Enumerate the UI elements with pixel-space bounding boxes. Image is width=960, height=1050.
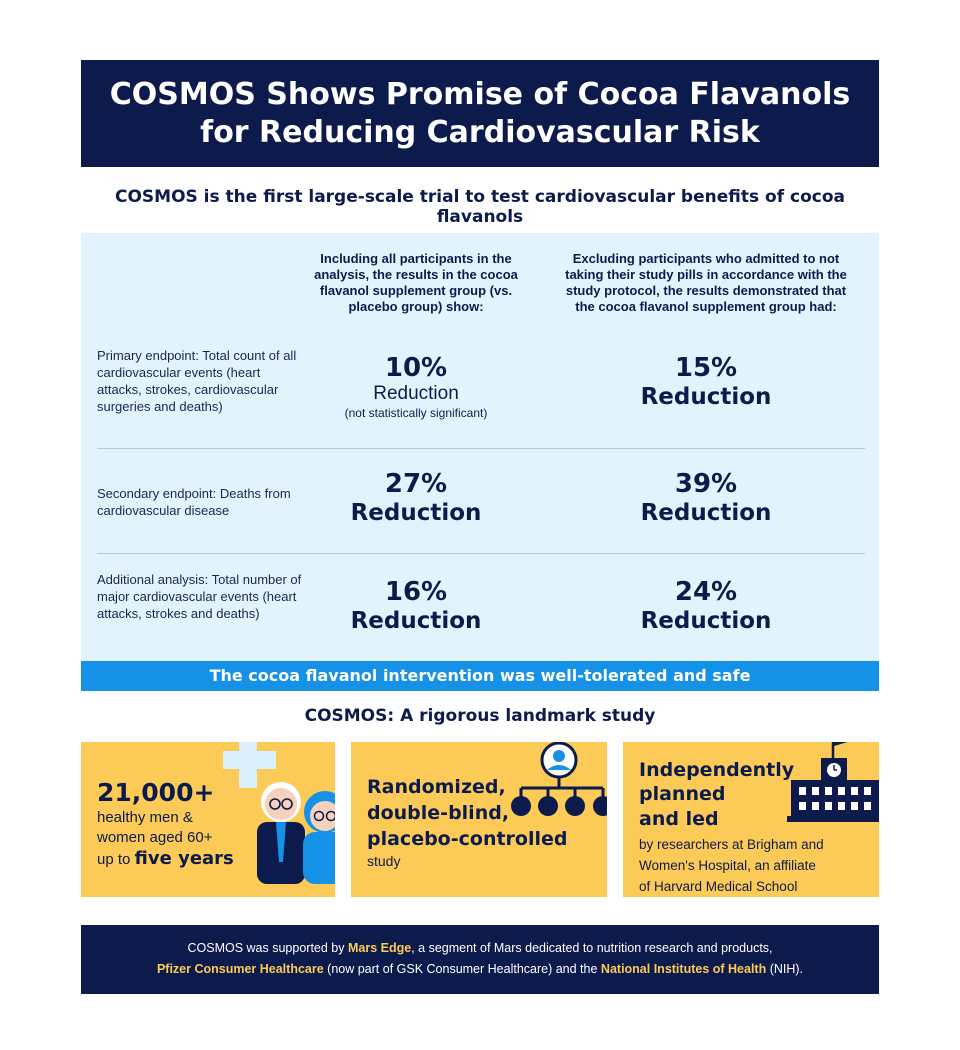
sponsor-nih: National Institutes of Health bbox=[600, 962, 767, 976]
stat-value: 15% bbox=[674, 353, 738, 383]
independence-line1: Independently bbox=[639, 759, 795, 781]
stat-additional-adherent bbox=[601, 577, 811, 635]
stat-word: Reduction bbox=[350, 608, 482, 634]
results-panel bbox=[81, 233, 879, 661]
stat-word: Reduction bbox=[640, 500, 772, 526]
stat-primary-adherent bbox=[601, 353, 811, 411]
participants-count: 21,000+ bbox=[97, 778, 215, 807]
column-header-all-participants: Including all participants in the analysis, the results in the cocoa flavanol supplement group (vs. placebo group) show: bbox=[314, 251, 518, 314]
study-design-card bbox=[351, 742, 607, 897]
row-divider bbox=[97, 448, 865, 449]
stat-value: 24% bbox=[674, 577, 738, 607]
stat-value: 10% bbox=[384, 353, 448, 383]
sponsor-pfizer: Pfizer Consumer Healthcare bbox=[156, 962, 324, 976]
funding-footer bbox=[81, 925, 879, 994]
stat-note: (not statistically significant) bbox=[344, 406, 488, 420]
stat-secondary-all bbox=[311, 469, 521, 527]
stat-secondary-adherent bbox=[601, 469, 811, 527]
stat-value: 39% bbox=[674, 469, 738, 499]
stat-word: Reduction bbox=[640, 608, 772, 634]
title-banner bbox=[81, 60, 879, 167]
design-line1: Randomized, bbox=[367, 776, 506, 798]
footer-text: COSMOS was supported by bbox=[187, 941, 345, 955]
safety-banner: The cocoa flavanol intervention was well-tolerated and safe bbox=[81, 661, 879, 691]
column-header-adherent-participants: Excluding participants who admitted to not taking their study pills in accordance with the study protocol, the results demonstrated that the cocoa flavanol supplement group had: bbox=[565, 251, 847, 314]
participants-card bbox=[81, 742, 335, 897]
stat-primary-all bbox=[311, 353, 521, 421]
stat-additional-all bbox=[311, 577, 521, 635]
page-subtitle: COSMOS is the first large-scale trial to test cardiovascular benefits of cocoa flavanols bbox=[114, 187, 845, 227]
design-line2: double-blind, bbox=[367, 802, 510, 824]
footer-text: , a segment of Mars dedicated to nutrition research and products, bbox=[411, 941, 773, 955]
design-suffix: study bbox=[367, 853, 401, 869]
stat-word: Reduction bbox=[350, 500, 482, 526]
footer-text: (NIH). bbox=[766, 962, 804, 976]
stat-word: Reduction bbox=[373, 383, 459, 404]
footer-text: (now part of GSK Consumer Healthcare) and the bbox=[323, 962, 598, 976]
participants-desc-line2: women aged 60+ bbox=[97, 829, 213, 846]
stat-word: Reduction bbox=[640, 384, 772, 410]
independence-card bbox=[623, 742, 879, 897]
study-heading: COSMOS: A rigorous landmark study bbox=[304, 706, 656, 726]
independence-desc-line2: Women's Hospital, an affiliate bbox=[639, 858, 816, 873]
row-label-secondary-endpoint: Secondary endpoint: Deaths from cardiovascular disease bbox=[97, 486, 291, 518]
design-line3: placebo-controlled bbox=[367, 828, 568, 850]
duration-value: five years bbox=[134, 848, 234, 869]
row-label-primary-endpoint: Primary endpoint: Total count of all cardiovascular events (heart attacks, strokes, cardiovascular surgeries and deaths) bbox=[97, 348, 297, 414]
sponsor-mars-edge: Mars Edge bbox=[347, 941, 412, 955]
elderly-couple-icon bbox=[223, 742, 335, 897]
participants-desc-line1: healthy men & bbox=[97, 809, 193, 826]
independence-desc-line1: by researchers at Brigham and bbox=[639, 837, 824, 852]
independence-line3: and led bbox=[639, 808, 719, 830]
independence-line2: planned bbox=[639, 783, 726, 805]
page-title: COSMOS Shows Promise of Cocoa Flavanols for Reducing Cardiovascular Risk bbox=[109, 76, 851, 150]
independence-desc-line3: of Harvard Medical School bbox=[639, 879, 798, 894]
row-divider bbox=[97, 553, 865, 554]
row-label-additional-analysis: Additional analysis: Total number of major cardiovascular events (heart attacks, strokes and deaths) bbox=[97, 572, 302, 621]
stat-value: 27% bbox=[384, 469, 448, 499]
duration-prefix: up to bbox=[97, 851, 131, 868]
stat-value: 16% bbox=[384, 577, 448, 607]
